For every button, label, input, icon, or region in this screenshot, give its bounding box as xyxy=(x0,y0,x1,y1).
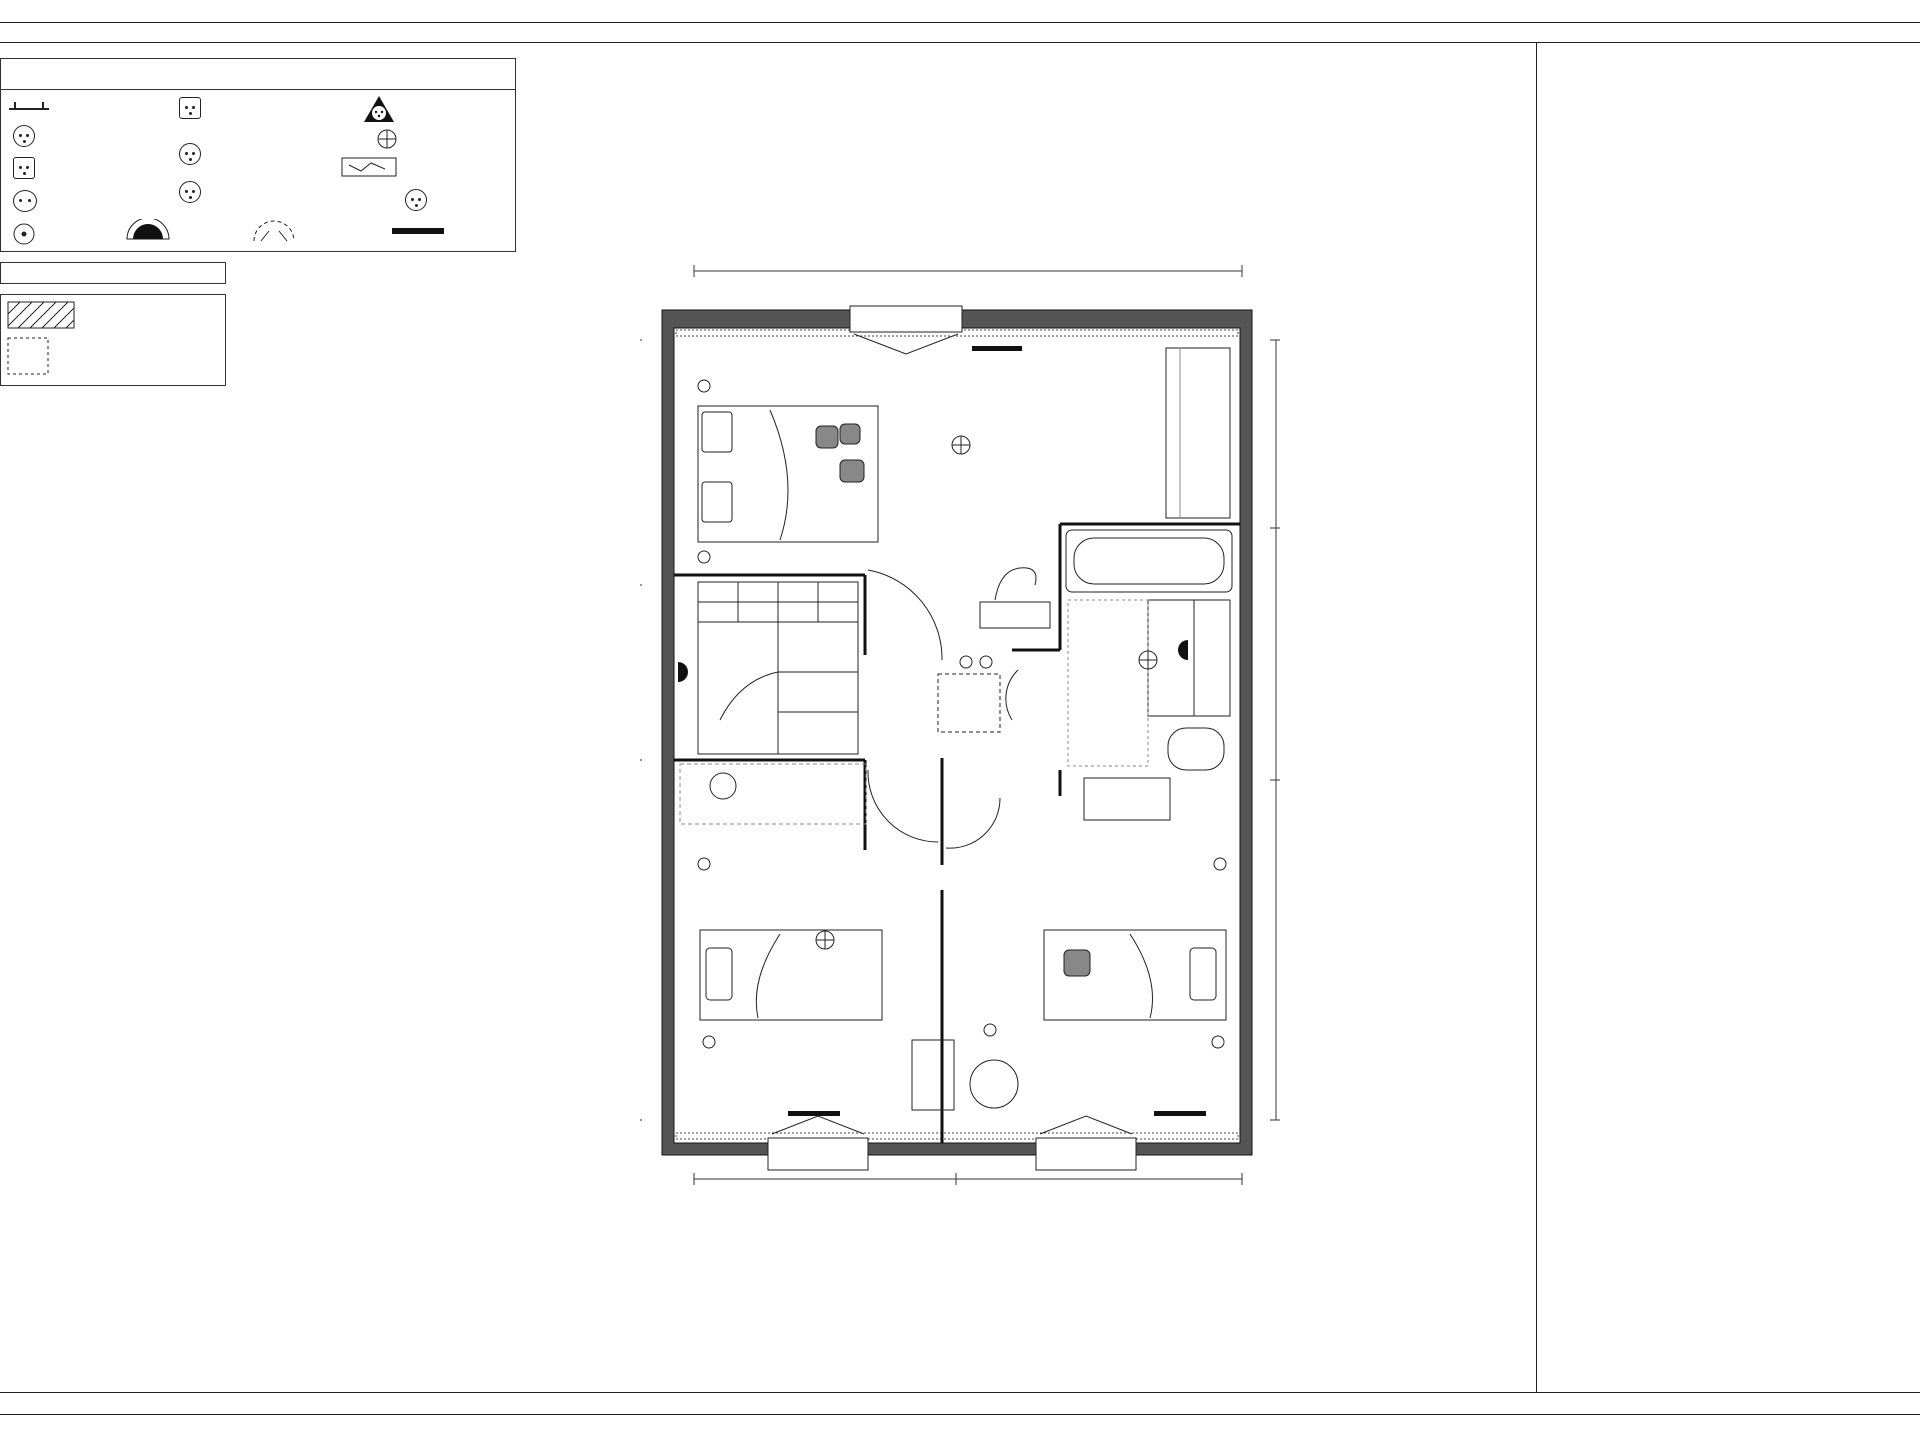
socket-32a-icon xyxy=(363,95,395,123)
ceiling-height xyxy=(0,262,226,284)
dishwasher-socket-icon xyxy=(179,181,201,203)
frame-line-bottom-2 xyxy=(0,1414,1920,1415)
radiator-icon xyxy=(391,227,445,235)
high-socket-icon xyxy=(13,157,35,179)
boiler-socket-icon xyxy=(179,97,201,119)
options-legend xyxy=(0,294,226,386)
plan-drawing xyxy=(640,250,1280,1200)
optional-equipment-icon xyxy=(7,337,51,377)
soffit-hatch-icon xyxy=(7,301,77,331)
floor-plan xyxy=(640,250,1280,1200)
frame-line-top xyxy=(0,22,1920,23)
frame-line-top-2 xyxy=(0,42,1920,43)
ceiling-light-icon xyxy=(377,129,397,149)
electrical-legend xyxy=(0,58,516,252)
frame-divider xyxy=(1536,42,1537,1392)
rj45-icon xyxy=(13,190,37,212)
legend-title xyxy=(1,59,515,90)
frame-line-bottom xyxy=(0,1392,1920,1393)
towel-dryer-icon xyxy=(9,99,49,113)
wire-outlet-icon xyxy=(251,219,297,243)
washer-socket-icon xyxy=(179,143,201,165)
wall-light-icon xyxy=(125,219,171,241)
electrical-panel-icon xyxy=(341,157,397,179)
oven-socket-icon xyxy=(405,189,427,211)
socket-icon xyxy=(13,125,35,147)
doorbell-icon xyxy=(13,223,35,245)
